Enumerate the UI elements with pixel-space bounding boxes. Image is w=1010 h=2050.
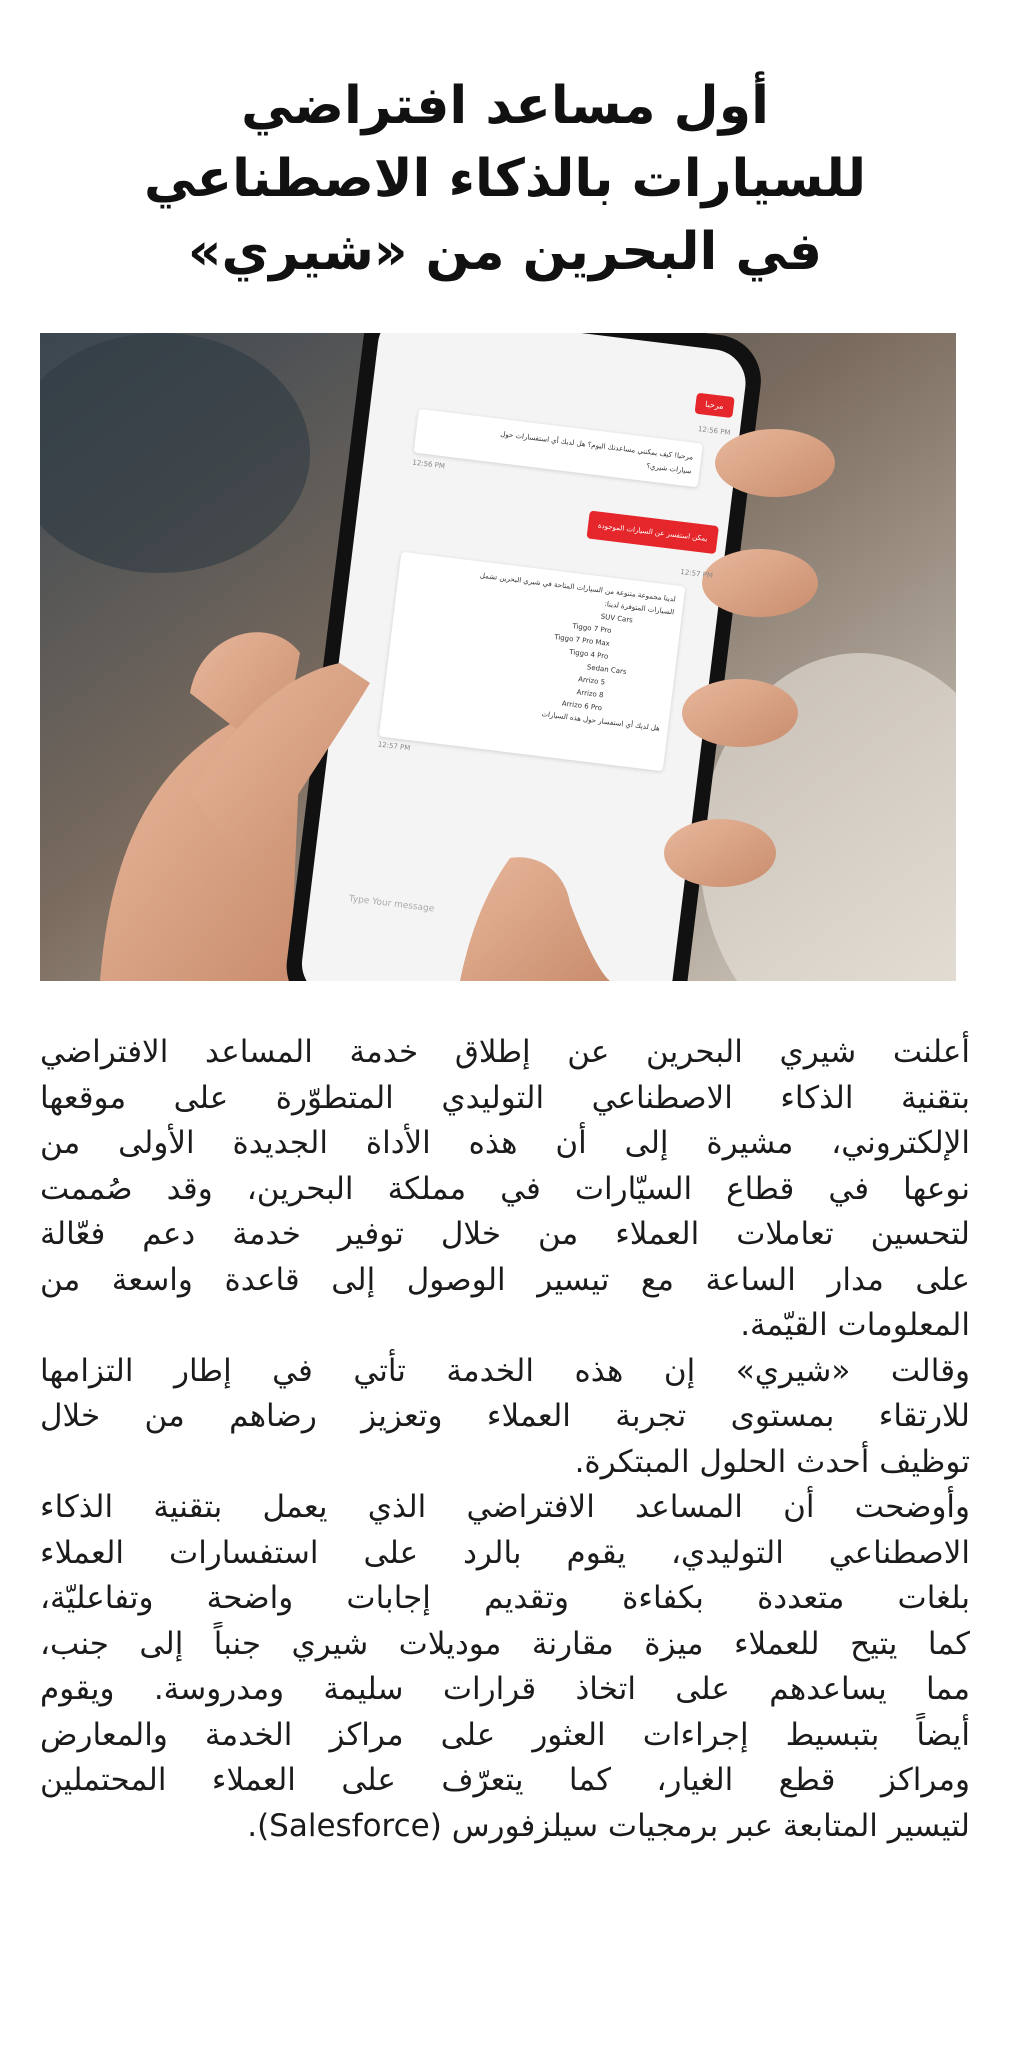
- assistant-reply-text: لدينا مجموعة متنوعة من السيارات المتاحة في شيري البحرين تشمل: [479, 571, 677, 604]
- headline-line-2: للسيارات بالذكاء الاصطناعي: [144, 149, 866, 209]
- sedan-heading: Sedan Cars: [586, 663, 627, 677]
- headline-line-1: أول مساعد افتراضي: [241, 76, 769, 136]
- article-line: وأوضحت أن المساعد الافتراضي الذي يعمل بتقنية الذكاء: [40, 1489, 970, 1525]
- article-line: بلغات متعددة بكفاءة وتقديم إجابات واضحة وتفاعليّة،: [40, 1580, 970, 1616]
- headline-line-3: في البحرين من «شيري»: [187, 222, 823, 282]
- article-line: توظيف أحدث الحلول المبتكرة.: [574, 1443, 970, 1480]
- user-bubble: مرحبا: [694, 393, 735, 419]
- assistant-bubble: [379, 552, 686, 771]
- article-line: نوعها في قطاع السيّارات في مملكة البحرين، وقد صُممت: [40, 1170, 970, 1207]
- article-line: أيضاً بتبسيط إجراءات العثور على مراكز الخدمة والمعارض: [40, 1716, 970, 1753]
- timestamp: 12:56 PM: [411, 458, 446, 471]
- assistant-bubble: [411, 409, 703, 488]
- article-line: لتيسير المتابعة عبر برمجيات سيلزفورس (Salesforce).: [247, 1807, 970, 1844]
- assistant-reply-text: مرحبا! كيف يمكنني مساعدتك اليوم؟ هل لديك أي استفسارات حول: [499, 430, 694, 462]
- user-bubble: يمكن استفسر عن السيارات الموجودة: [586, 510, 719, 554]
- car-item: Arrizo 5: [577, 675, 606, 687]
- headline: [40, 70, 970, 289]
- article-line: بتقنية الذكاء الاصطناعي التوليدي المتطوّرة على موقعها: [40, 1079, 970, 1116]
- article-line: المعلومات القيّمة.: [740, 1307, 970, 1343]
- article-line: ومراكز قطع الغيار، كما يتعرّف على العملاء المحتملين: [40, 1762, 970, 1798]
- article-line: الإلكتروني، مشيرة إلى أن هذه الأداة الجديدة الأولى من: [40, 1125, 970, 1161]
- article-line: مما يساعدهم على اتخاذ قرارات سليمة ومدروسة. ويقوم: [40, 1671, 970, 1707]
- car-item: Arrizo 6 Pro: [561, 699, 603, 713]
- car-item: Tiggo 7 Pro Max: [553, 633, 611, 648]
- car-item: Arrizo 8: [576, 688, 604, 700]
- car-item: Tiggo 7 Pro: [571, 622, 612, 635]
- article-photo: [40, 333, 956, 981]
- article-line: كما يتيح للعملاء ميزة مقارنة موديلات شيري جنباً إلى جنب،: [40, 1625, 970, 1662]
- car-item: Tiggo 4 Pro: [568, 648, 609, 661]
- article-line: وقالت «شيري» إن هذه الخدمة تأتي في إطار التزامها: [40, 1352, 970, 1389]
- article-line: لتحسين تعاملات العملاء من خلال توفير خدمة دعم فعّالة: [40, 1216, 970, 1252]
- timestamp: 12:57 PM: [377, 740, 411, 753]
- assistant-reply-text: سيارات شيري؟: [645, 462, 692, 476]
- chat-screen: [335, 337, 746, 974]
- message-input[interactable]: Type Your message: [348, 894, 435, 915]
- suv-heading: SUV Cars: [600, 612, 634, 625]
- article-line: للارتقاء بمستوى تجربة العملاء وتعزيز رضاهم من خلال: [40, 1398, 970, 1434]
- assistant-reply-text: هل لديك أي استفسار حول هذه السيارات: [541, 710, 661, 733]
- assistant-reply-text: السيارات المتوفرة لدينا:: [604, 599, 675, 617]
- timestamp: 12:56 PM: [697, 425, 731, 437]
- timestamp: 12:57 PM: [679, 567, 714, 580]
- article-line: أعلنت شيري البحرين عن إطلاق خدمة المساعد الافتراضي: [40, 1034, 970, 1070]
- article-line: على مدار الساعة مع تيسير الوصول إلى قاعدة واسعة من: [40, 1261, 970, 1298]
- article-body: [40, 1030, 970, 1849]
- article-line: الاصطناعي التوليدي، يقوم بالرد على استفسارات العملاء: [40, 1534, 970, 1571]
